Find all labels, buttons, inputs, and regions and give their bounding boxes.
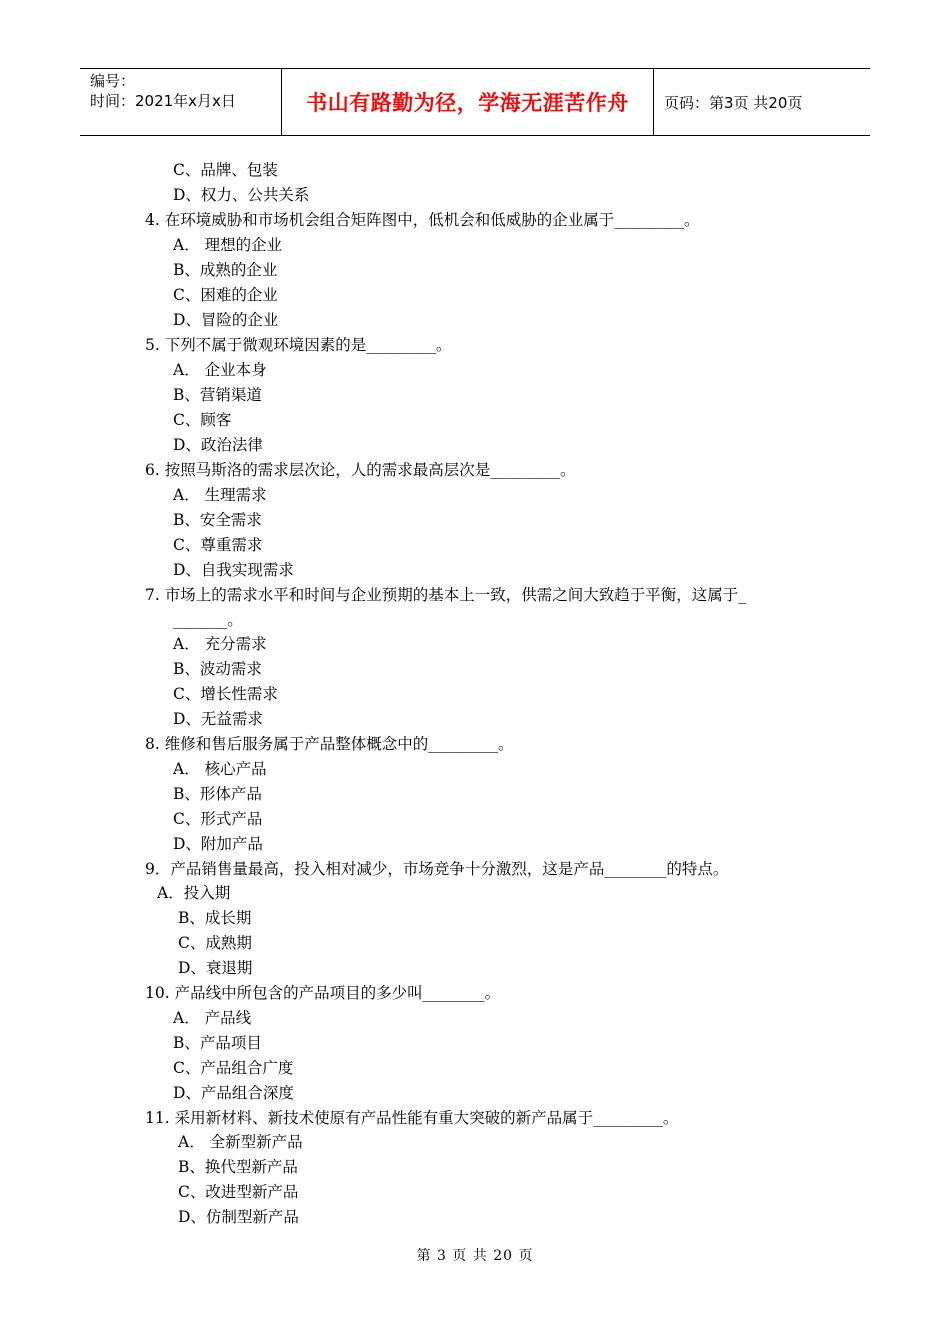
option-line: D、附加产品 bbox=[173, 835, 263, 853]
option-line: B、成熟的企业 bbox=[173, 261, 278, 279]
question-line-continued: _______。 bbox=[173, 611, 243, 629]
question-line: 5. 下列不属于微观环境因素的是_________。 bbox=[145, 336, 452, 354]
option-line: B、产品项目 bbox=[173, 1034, 262, 1052]
option-line: B、换代型新产品 bbox=[178, 1158, 298, 1176]
question-line: 4. 在环境威胁和市场机会组合矩阵图中，低机会和低威胁的企业属于_________。 bbox=[145, 211, 700, 229]
option-line: C、困难的企业 bbox=[173, 286, 278, 304]
option-line: D、无益需求 bbox=[173, 710, 263, 728]
option-line: C、尊重需求 bbox=[173, 536, 263, 554]
option-line: B、营销渠道 bbox=[173, 386, 262, 404]
option-line: D、冒险的企业 bbox=[173, 311, 279, 329]
option-line: C、成熟期 bbox=[178, 934, 252, 952]
option-line: C、品牌、包装 bbox=[173, 161, 278, 179]
option-line: A． 核心产品 bbox=[173, 760, 267, 778]
question-line: 7. 市场上的需求水平和时间与企业预期的基本上一致，供需之间大致趋于平衡，这属于_ bbox=[145, 586, 746, 604]
page-header bbox=[80, 68, 870, 136]
option-line: D、产品组合深度 bbox=[173, 1084, 294, 1102]
header-meta bbox=[80, 69, 282, 135]
option-line: C、改进型新产品 bbox=[178, 1183, 299, 1201]
page-indicator: 页码：第3页 共20页 bbox=[664, 93, 803, 112]
option-line: D、权力、公共关系 bbox=[173, 186, 310, 204]
option-line: B、波动需求 bbox=[173, 660, 262, 678]
question-line: 9．产品销售量最高，投入相对减少，市场竞争十分激烈，这是产品________的特点。 bbox=[145, 860, 729, 878]
option-line: D、自我实现需求 bbox=[173, 561, 294, 579]
number-label: 编号： bbox=[90, 72, 136, 90]
question-line: 8. 维修和售后服务属于产品整体概念中的_________。 bbox=[145, 735, 514, 753]
option-line: A． 全新型新产品 bbox=[178, 1133, 303, 1151]
option-line: D、衰退期 bbox=[178, 959, 253, 977]
option-line: A． 产品线 bbox=[173, 1009, 252, 1027]
option-line: B、形体产品 bbox=[173, 785, 262, 803]
option-line: A． 生理需求 bbox=[173, 486, 267, 504]
option-line: D、仿制型新产品 bbox=[178, 1208, 299, 1226]
motto: 书山有路勤为径，学海无涯苦作舟 bbox=[282, 69, 654, 135]
option-line: D、政治法律 bbox=[173, 436, 263, 454]
option-line: A． 理想的企业 bbox=[173, 236, 283, 254]
question-line: 10. 产品线中所包含的产品项目的多少叫________。 bbox=[145, 984, 501, 1002]
option-line: C、增长性需求 bbox=[173, 685, 278, 703]
option-line: B、安全需求 bbox=[173, 511, 262, 529]
question-line: 6. 按照马斯洛的需求层次论，人的需求最高层次是_________。 bbox=[145, 461, 576, 479]
option-line: C、顾客 bbox=[173, 411, 232, 429]
option-line: C、形式产品 bbox=[173, 810, 263, 828]
option-line: A． 企业本身 bbox=[173, 361, 267, 379]
option-line: A．投入期 bbox=[157, 884, 231, 902]
option-line: A． 充分需求 bbox=[173, 635, 267, 653]
option-line: C、产品组合广度 bbox=[173, 1059, 294, 1077]
option-line: B、成长期 bbox=[178, 909, 252, 927]
question-line: 11. 采用新材料、新技术使原有产品性能有重大突破的新产品属于_________。 bbox=[145, 1109, 679, 1127]
page-footer: 第 3 页 共 20 页 bbox=[416, 1248, 534, 1264]
time-label: 时间：2021年x月x日 bbox=[90, 92, 236, 110]
